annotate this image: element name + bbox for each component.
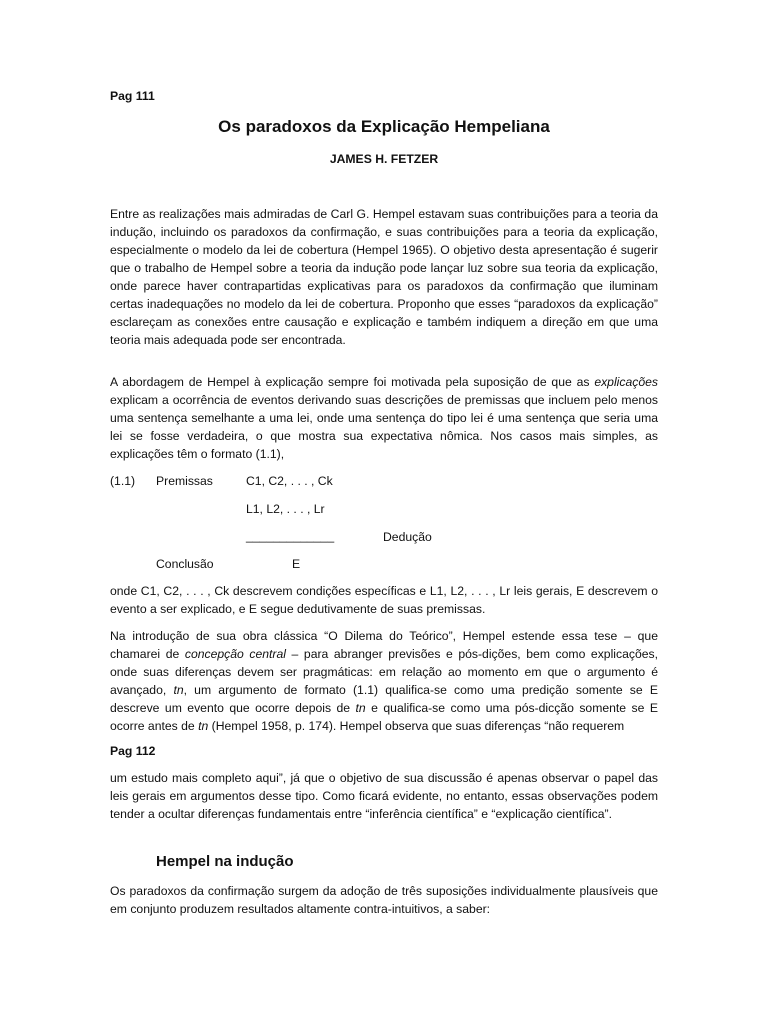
- paragraph-confirmation-paradoxes: Os paradoxos da confirmação surgem da adoção de três suposições individualmente plausíveis que em conjunto produzem resultados altamente contra-intuitivos, a saber:: [110, 884, 658, 916]
- section-heading: Hempel na indução: [156, 853, 294, 870]
- deduction-label: Dedução: [383, 530, 432, 544]
- article-author: JAMES H. FETZER: [329, 152, 439, 166]
- paragraph-hempel-approach: A abordagem de Hempel à explicação sempre foi motivada pela suposição de que as explicações explicam a ocorrência de eventos derivando suas descrições de premissas que incluem pelo menos uma sentença semelhante a uma lei, onde uma sentença do tipo lei é uma sentença que seria uma lei se fosse verdadeira, o que mostra sua expectativa nômica. Nos casos mais simples, as explicações têm o formato (1.1),: [110, 375, 658, 461]
- deduction-rule: _____________: [246, 529, 335, 543]
- schema-number: (1.1): [110, 474, 136, 488]
- paragraph-theorist-dilemma: Na introdução de sua obra clássica “O Dilema do Teórico”, Hempel estende essa tese – que chamarei de concepção central – para abranger previsões e pós-dições, bem como explicações, onde suas diferenças devem ser pragmáticas: em relação ao momento em que o argumento é avançado, tn, um argumento de formato (1.1) qualifica-se como uma predição somente se E descreve um evento que ocorre depois de tn e qualifica-se como uma pós-dicção somente se E ocorre antes de tn (Hempel 1958, p. 174). Hempel observa que suas diferenças “não requerem: [110, 629, 658, 733]
- page-marker-112: Pag 112: [110, 744, 156, 758]
- page-marker-111: Pag 111: [110, 89, 155, 103]
- paragraph-schema-explanation: onde C1, C2, . . . , Ck descrevem condições específicas e L1, L2, . . . , Lr leis gerais, E descrevem o evento a ser explicado, e E segue dedutivamente de suas premissas.: [110, 584, 658, 616]
- laws-list: L1, L2, . . . , Lr: [246, 502, 325, 516]
- conclusion-label: Conclusão: [156, 557, 214, 571]
- article-title: Os paradoxos da Explicação Hempeliana: [218, 117, 550, 136]
- premises-label: Premissas: [156, 474, 213, 488]
- paragraph-continuation: um estudo mais completo aqui”, já que o objetivo de sua discussão é apenas observar o papel das leis gerais em argumentos desse tipo. Como ficará evidente, no entanto, essas observações podem tender a ocultar diferenças fundamentais entre “inferência científica” e “explicação científica”.: [110, 771, 658, 821]
- paragraph-intro: Entre as realizações mais admiradas de Carl G. Hempel estavam suas contribuições para a teoria da indução, incluindo os paradoxos da confirmação, e suas contribuições para a teoria da explicação, especialmente o modelo da lei de cobertura (Hempel 1965). O objetivo desta apresentação é sugerir que o trabalho de Hempel sobre a teoria da indução pode lançar luz sobre sua teoria da explicação, onde parece haver contrapartidas explicativas para os paradoxos da confirmação que iluminam certas inadequações no modelo da lei de cobertura. Proponho que esses “paradoxos da explicação” esclareçam as conexões entre causação e explicação e também indiquem a direção em que uma teoria mais adequada pode ser encontrada.: [110, 207, 658, 347]
- conditions-list: C1, C2, . . . , Ck: [246, 474, 333, 488]
- conclusion-value: E: [292, 557, 301, 571]
